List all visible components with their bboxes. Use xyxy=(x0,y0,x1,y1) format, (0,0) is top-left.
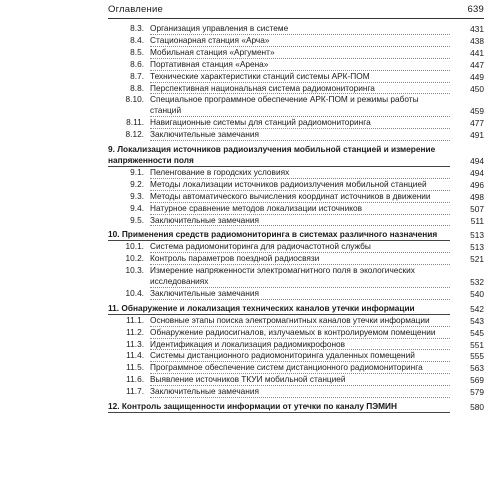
toc-entry-page: 459 xyxy=(470,106,484,117)
toc-section-entry xyxy=(108,203,484,215)
toc-entry-title: Технические характеристики станций системы АРК-ПОМ xyxy=(150,71,450,83)
toc-entry-title: 11. Обнаружение и локализация технических каналов утечки информации xyxy=(108,303,450,315)
toc-entry-page: 498 xyxy=(470,191,484,202)
toc-entry-page: 449 xyxy=(470,71,484,82)
toc-section-entry xyxy=(108,215,484,227)
toc-entry-page: 511 xyxy=(470,215,484,226)
toc-section-entry xyxy=(108,350,484,362)
toc-entry-title: Измерение напряженности электромагнитного поля в экологических исследованиях xyxy=(150,265,450,288)
toc-entry-title: Перспективная национальная система радиомониторинга xyxy=(150,83,450,95)
toc-section-entry xyxy=(108,94,484,117)
toc-entry-number: 11.5. xyxy=(126,362,144,373)
toc-entry-number: 11.3. xyxy=(126,338,144,349)
toc-entry-title: Портативная станция «Арена» xyxy=(150,59,450,71)
toc-entry-number: 10.3. xyxy=(125,265,144,276)
toc-section-entry xyxy=(108,386,484,398)
toc-entry-number: 8.11. xyxy=(126,117,144,128)
toc-entry-title: Основные этапы поиска электромагнитных каналов утечки информации xyxy=(150,315,450,327)
toc-entry-title: Идентификация и локализация радиомикрофонов xyxy=(150,339,450,351)
toc-entry-number: 11.6. xyxy=(126,374,144,385)
toc-entry-number: 8.6. xyxy=(130,58,144,69)
toc-entry-number: 9.5. xyxy=(130,214,144,225)
toc-section-entry xyxy=(108,167,484,179)
toc-entry-page: 513 xyxy=(470,230,484,241)
toc-section-entry xyxy=(108,179,484,191)
toc-entry-title: Контроль параметров поездной радиосвязи xyxy=(150,253,450,265)
toc-section-entry xyxy=(108,362,484,374)
toc-entry-page: 563 xyxy=(470,363,484,374)
toc-chapter-entry xyxy=(108,303,484,315)
toc-section-entry xyxy=(108,374,484,386)
toc-section-entry xyxy=(108,253,484,265)
toc-entry-page: 580 xyxy=(470,402,484,413)
toc-entry-number: 9.4. xyxy=(130,202,144,213)
toc-entry-title: Выявление источников ТКУИ мобильной станцией xyxy=(150,374,450,386)
toc-entry-number: 8.7. xyxy=(130,70,144,81)
toc-section-entry xyxy=(108,59,484,71)
toc-entry-number: 10.4. xyxy=(125,287,144,298)
toc-entry-page: 441 xyxy=(470,47,484,58)
toc-section-entry xyxy=(108,241,484,253)
toc-section-entry xyxy=(108,117,484,129)
toc-entry-title: Заключительные замечания xyxy=(150,129,450,141)
header-divider xyxy=(108,18,484,19)
toc-entry-number: 8.10. xyxy=(125,94,144,105)
toc-chapter-entry xyxy=(108,144,484,167)
toc-section-entry xyxy=(108,83,484,95)
toc-entry-page: 545 xyxy=(470,327,484,338)
toc-entry-page: 496 xyxy=(470,179,484,190)
toc-entry-number: 11.2. xyxy=(126,326,144,337)
toc-entry-title: Программное обеспечение систем дистанционного радиомониторинга xyxy=(150,362,450,374)
toc-section-entry xyxy=(108,35,484,47)
toc-entry-title: Стационарная станция «Арча» xyxy=(150,35,450,47)
toc-section-entry xyxy=(108,23,484,35)
toc-entry-title: Мобильная станция «Аргумент» xyxy=(150,47,450,59)
toc-section-entry xyxy=(108,191,484,203)
toc-entry-title: Системы дистанционного радиомониторинга удаленных помещений xyxy=(150,350,450,362)
toc-entry-page: 450 xyxy=(470,83,484,94)
toc-section-entry xyxy=(108,129,484,141)
toc-entry-number: 8.4. xyxy=(130,34,144,45)
toc-section-entry xyxy=(108,327,484,339)
toc-entry-title: Обнаружение радиосигналов, излучаемых в контролируемом помещении xyxy=(150,327,450,339)
toc-entry-page: 477 xyxy=(470,118,484,129)
toc-section-entry xyxy=(108,339,484,351)
toc-entry-number: 11.4. xyxy=(126,350,144,361)
toc-section-entry xyxy=(108,47,484,59)
toc-entry-title: Заключительные замечания xyxy=(150,215,450,227)
toc-entry-title: Методы автоматического вычисления координат источников в движении xyxy=(150,191,450,203)
toc-entry-number: 11.7. xyxy=(126,386,144,397)
toc-entry-title: 9. Локализация источников радиоизлучения мобильной станцией и измерение напряженности поля xyxy=(108,144,450,167)
toc-entry-title: Методы локализации источников радиоизлучения мобильной станцией xyxy=(150,179,450,191)
toc-entry-title: 12. Контроль защищенности информации от утечки по каналу ПЭМИН xyxy=(108,401,450,413)
toc-chapter-entry xyxy=(108,229,484,241)
toc-entry-number: 8.8. xyxy=(130,82,144,93)
toc-entry-page: 543 xyxy=(470,315,484,326)
toc-entry-number: 9.3. xyxy=(130,190,144,201)
toc-entry-number: 10.1. xyxy=(125,241,144,252)
toc-entry-page: 579 xyxy=(470,387,484,398)
toc-entry-number: 11.1. xyxy=(126,314,144,325)
toc-section-entry xyxy=(108,288,484,300)
toc-entry-page: 555 xyxy=(470,351,484,362)
toc-entry-title: Заключительные замечания xyxy=(150,288,450,300)
running-header xyxy=(108,2,484,16)
toc-chapter-entry xyxy=(108,401,484,413)
toc-entry-title: Специальное программное обеспечение АРК-ПОМ и режимы работы станций xyxy=(150,94,450,117)
toc-entry-page: 494 xyxy=(470,155,484,166)
toc-entry-page: 532 xyxy=(470,277,484,288)
toc-entry-page: 494 xyxy=(470,167,484,178)
toc-entry-title: Заключительные замечания xyxy=(150,386,450,398)
toc-entry-page: 569 xyxy=(470,375,484,386)
toc-entry-title: Пеленгование в городских условиях xyxy=(150,167,450,179)
toc-entry-page: 513 xyxy=(470,242,484,253)
toc-entry-page: 491 xyxy=(470,130,484,141)
table-of-contents xyxy=(108,23,484,413)
toc-entry-number: 8.5. xyxy=(130,46,144,57)
toc-section-entry xyxy=(108,265,484,288)
toc-entry-title: Система радиомониторинга для радиочастотной службы xyxy=(150,241,450,253)
toc-entry-page: 540 xyxy=(470,288,484,299)
toc-entry-number: 9.2. xyxy=(130,178,144,189)
toc-entry-title: 10. Применения средств радиомониторинга в системах различного назначения xyxy=(108,229,450,241)
toc-entry-number: 8.12. xyxy=(125,129,144,140)
toc-entry-page: 447 xyxy=(470,59,484,70)
toc-entry-page: 551 xyxy=(470,339,484,350)
toc-section-entry xyxy=(108,315,484,327)
toc-entry-page: 521 xyxy=(470,254,484,265)
toc-entry-title: Навигационные системы для станций радиомониторинга xyxy=(150,117,450,129)
running-header-title: Оглавление xyxy=(108,4,163,15)
toc-entry-page: 438 xyxy=(470,35,484,46)
toc-entry-title: Организация управления в системе xyxy=(150,23,450,35)
running-header-page-number: 639 xyxy=(467,4,484,15)
toc-entry-number: 8.3. xyxy=(130,23,144,33)
toc-entry-page: 542 xyxy=(470,303,484,314)
toc-entry-page: 431 xyxy=(470,24,484,34)
toc-entry-page: 507 xyxy=(470,203,484,214)
toc-entry-title: Натурное сравнение методов локализации источников xyxy=(150,203,450,215)
toc-entry-number: 10.2. xyxy=(125,253,144,264)
toc-entry-number: 9.1. xyxy=(130,166,144,177)
toc-section-entry xyxy=(108,71,484,83)
